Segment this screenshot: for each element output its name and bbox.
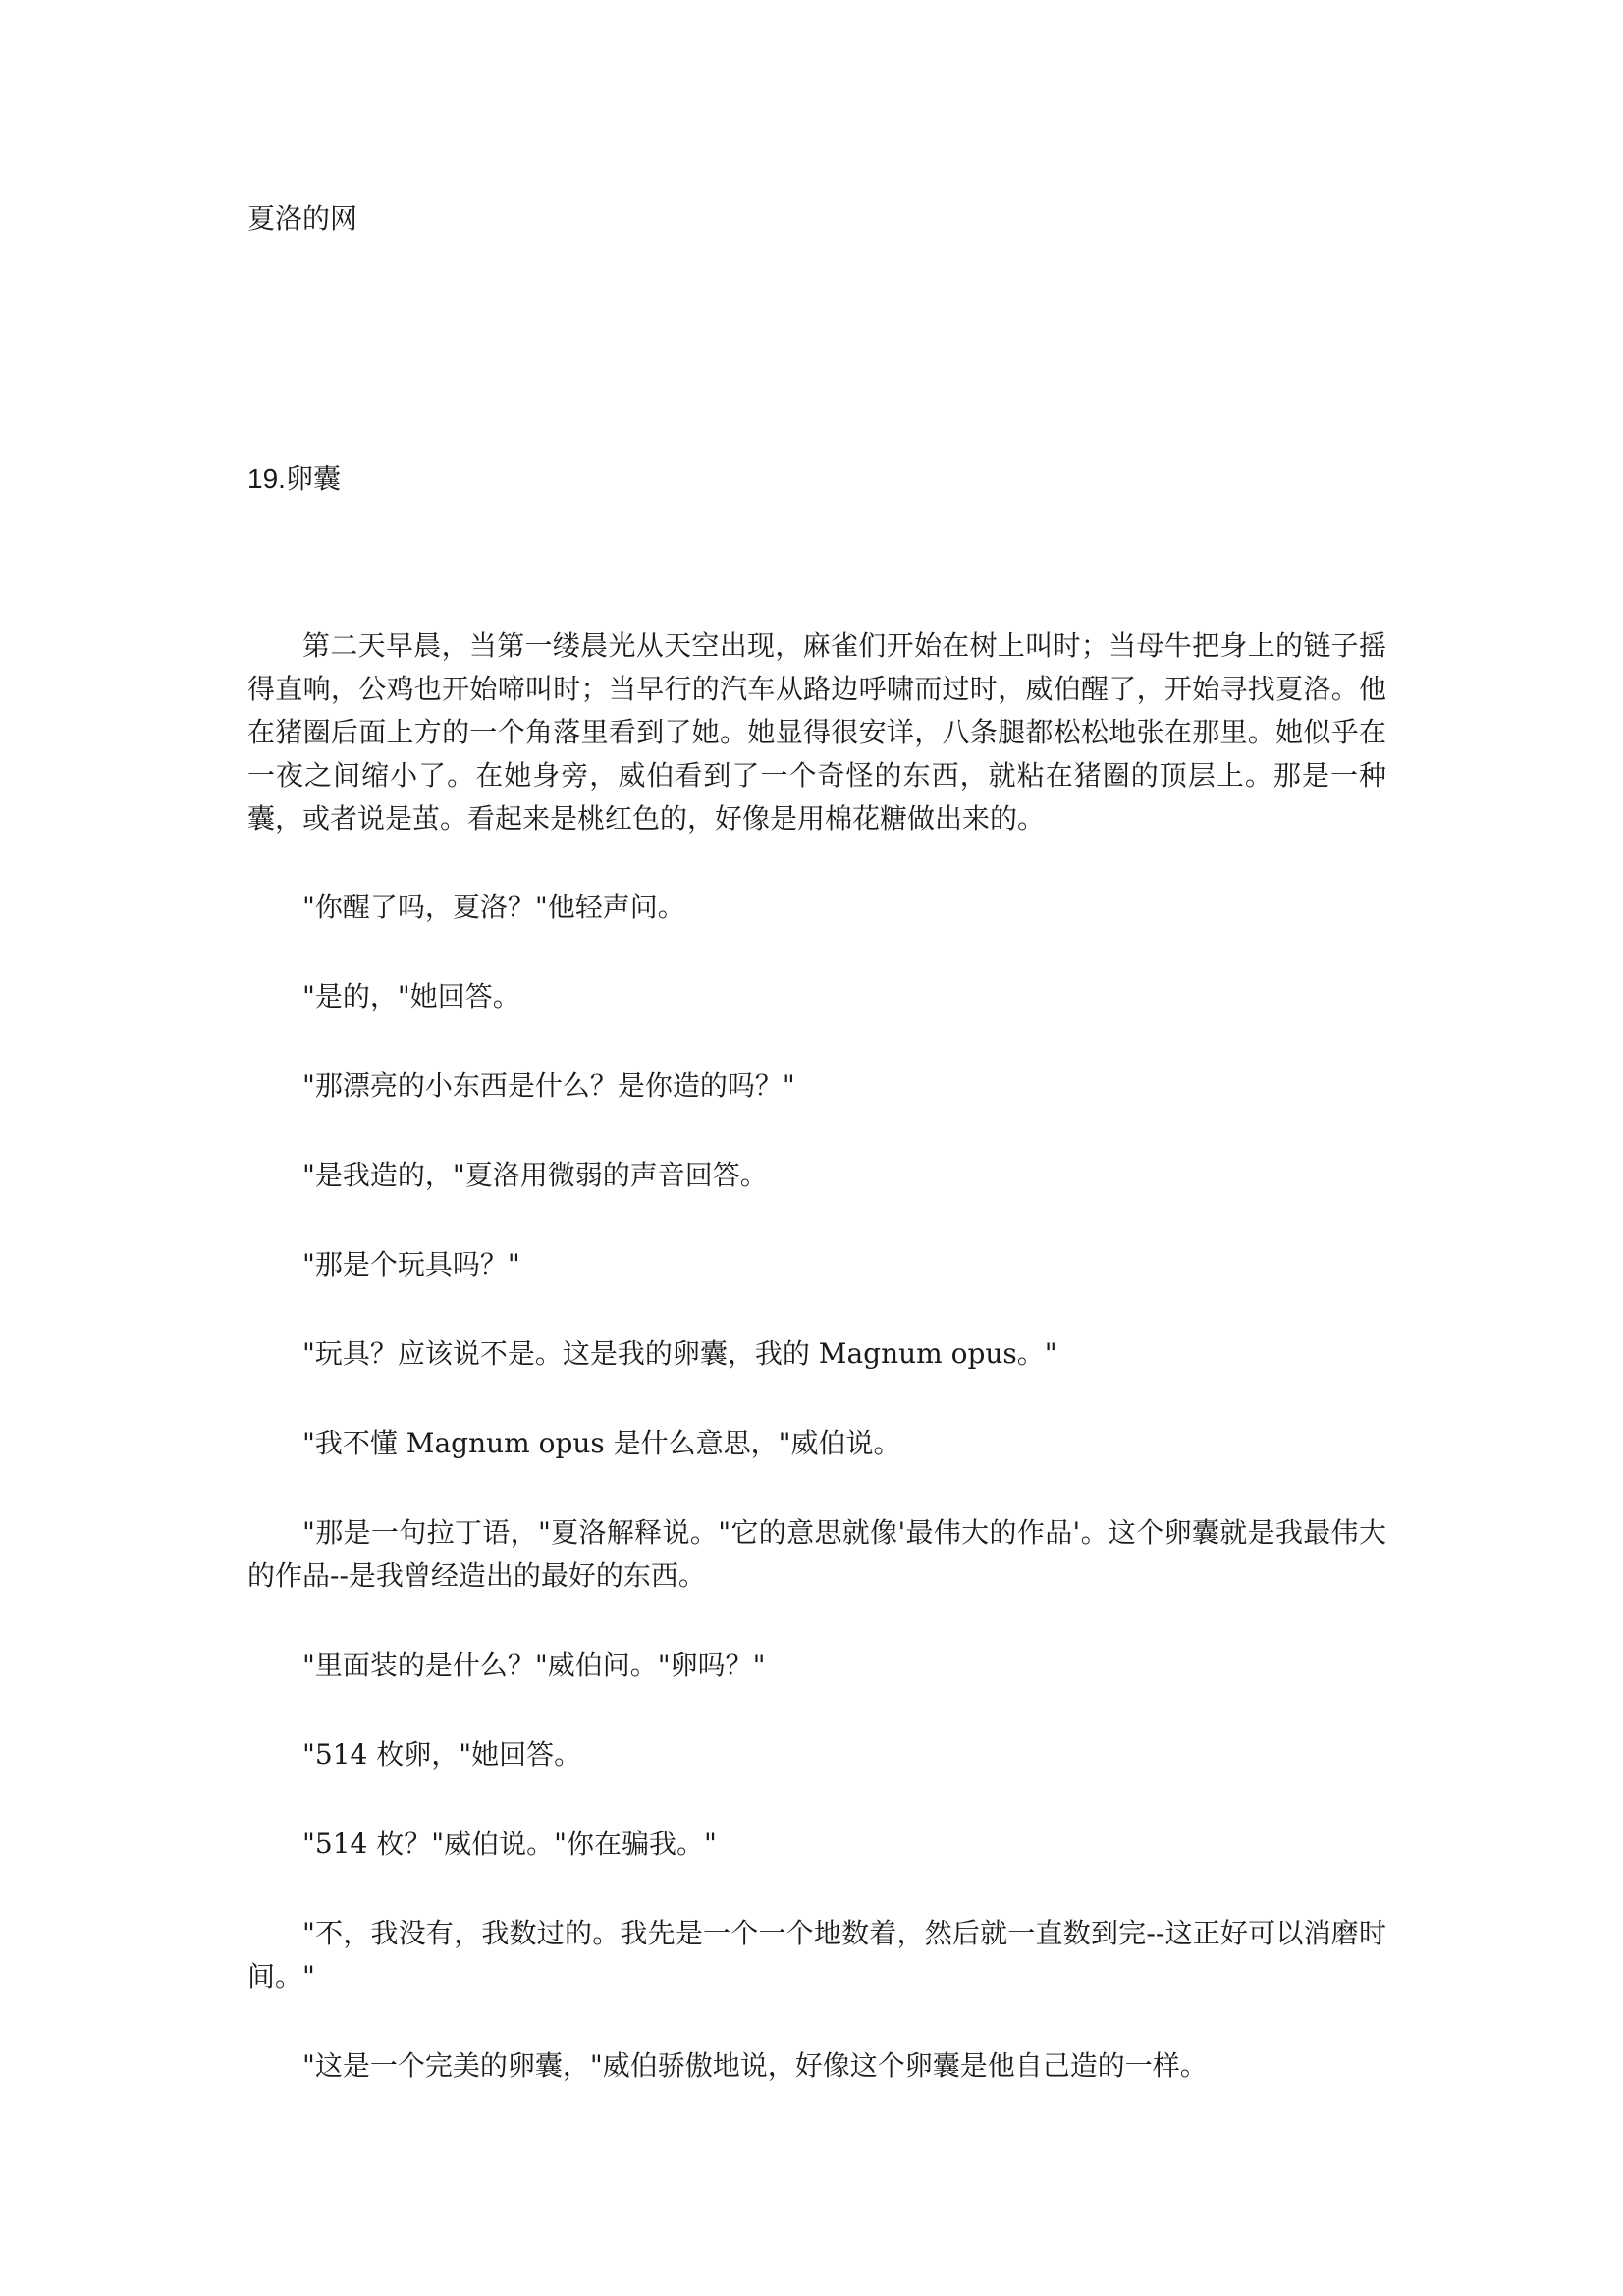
paragraph: "是的，"她回答。 bbox=[302, 980, 520, 1012]
chapter-number: 19. bbox=[247, 464, 286, 494]
paragraph: "我不懂 Magnum opus 是什么意思，"威伯说。 bbox=[302, 1427, 901, 1459]
paragraph: "514 枚卵，"她回答。 bbox=[302, 1738, 582, 1771]
paragraph: "是我造的，"夏洛用微弱的声音回答。 bbox=[302, 1159, 768, 1191]
paragraph: "不，我没有，我数过的。我先是一个一个地数着，然后就一直数到完--这正好可以消磨时间。" bbox=[247, 1917, 1386, 1993]
paragraph: "玩具？应该说不是。这是我的卵囊，我的 Magnum opus。" bbox=[302, 1338, 1057, 1370]
paragraph: 第二天早晨，当第一缕晨光从天空出现，麻雀们开始在树上叫时；当母牛把身上的链子摇得直响，公鸡也开始啼叫时；当早行的汽车从路边呼啸而过时，威伯醒了，开始寻找夏洛。他在猪圈后面上方的一个角落里看到了她。她显得很安详，八条腿都松松地张在那里。她似乎在一夜之间缩小了。在她身旁，威伯看到了一个奇怪的东西，就粘在猪圈的顶层上。那是一种囊，或者说是茧。看起来是桃红色的，好像是用棉花糖做出来的。 bbox=[247, 629, 1386, 835]
paragraph: "你醒了吗，夏洛？"他轻声问。 bbox=[302, 891, 685, 923]
chapter-body bbox=[247, 625, 1386, 2134]
paragraph: "这是一个完美的卵囊，"威伯骄傲地说，好像这个卵囊是他自己造的一样。 bbox=[302, 2050, 1208, 2082]
paragraph: "那是个玩具吗？" bbox=[302, 1248, 520, 1281]
paragraph: "那漂亮的小东西是什么？是你造的吗？" bbox=[302, 1069, 795, 1102]
book-title: 夏洛的网 bbox=[247, 202, 358, 235]
paragraph: "514 枚？"威伯说。"你在骗我。" bbox=[302, 1828, 717, 1860]
chapter-heading bbox=[247, 460, 341, 499]
chapter-title: 卵囊 bbox=[285, 463, 341, 495]
paragraph: "里面装的是什么？"威伯问。"卵吗？" bbox=[302, 1649, 766, 1681]
paragraph: "那是一句拉丁语，"夏洛解释说。"它的意思就像'最伟大的作品'。这个卵囊就是我最伟大的作品--是我曾经造出的最好的东西。 bbox=[247, 1516, 1386, 1592]
